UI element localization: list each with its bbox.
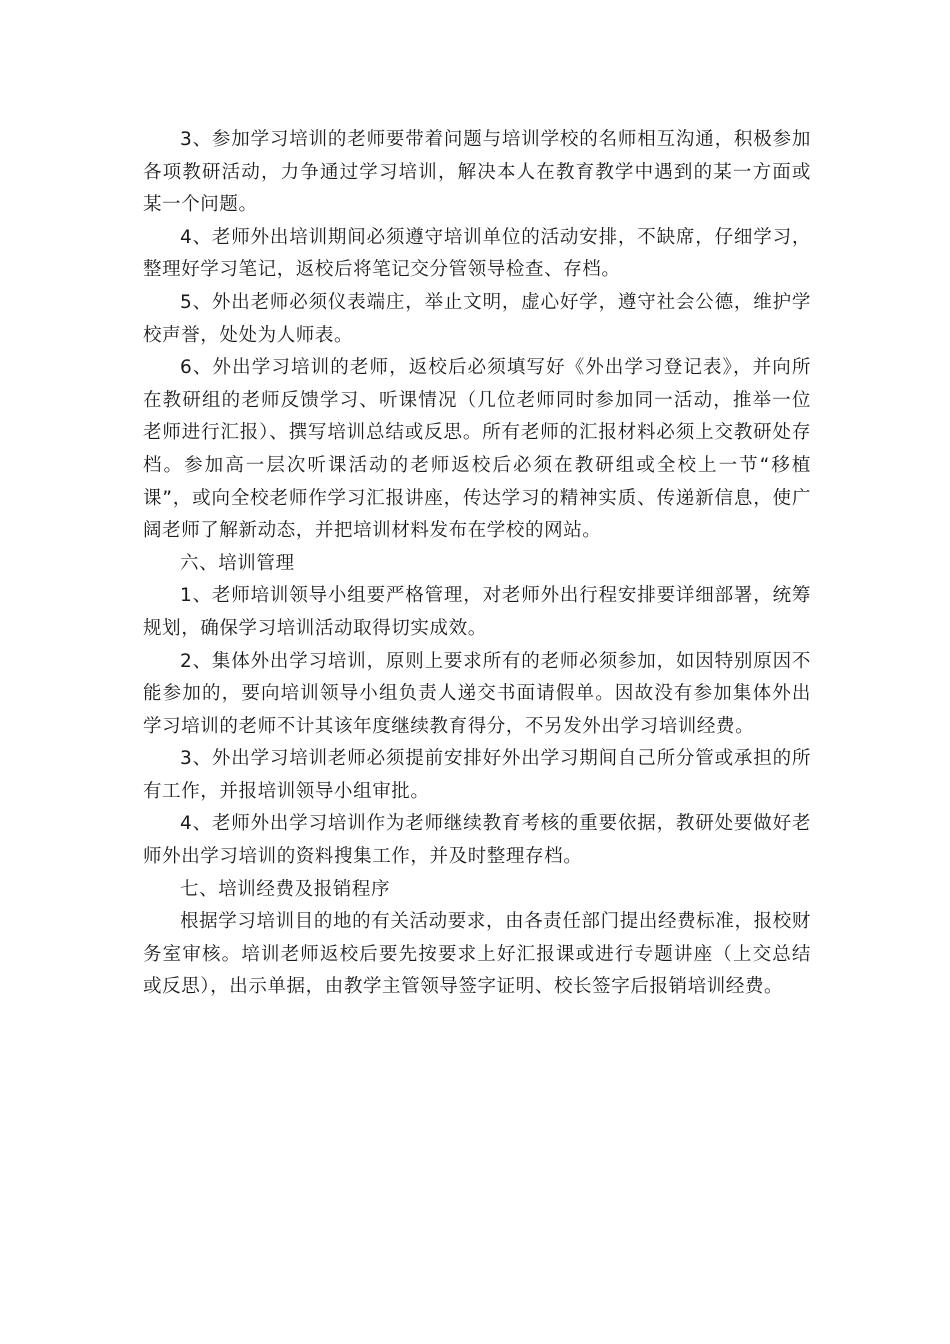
para-item-5-conduct: 5、外出老师必须仪表端庄，举止文明，虚心好学，遵守社会公德，维护学校声誉，处处为人师表。: [143, 291, 811, 346]
para-item-4-attendance-notes: 4、老师外出培训期间必须遵守培训单位的活动安排，不缺席，仔细学习，整理好学习笔记，返校后将笔记交分管领导检查、存档。: [143, 226, 811, 281]
document-body: [143, 124, 811, 1004]
para-item-6-report-registration: 6、外出学习培训的老师，返校后必须填写好《外出学习登记表》，并向所在教研组的老师反馈学习、听课情况（几位老师同时参加同一活动，推举一位老师进行汇报）、撰写培训总结或反思。所有老师的汇报材料必须上交教研处存档。参加高一层次听课活动的老师返校后必须在教研组或全校上一节“移植课”，或向全校老师作学习汇报讲座，传达学习的精神实质、传递新信息，使广阔老师了解新动态，并把培训材料发布在学校的网站。: [143, 357, 811, 542]
para-item-3-problem-communication: 3、参加学习培训的老师要带着问题与培训学校的名师相互沟通，积极参加各项教研活动，力争通过学习培训，解决本人在教育教学中遇到的某一方面或某一个问题。: [143, 129, 811, 216]
para-mgmt-1-leadership: 1、老师培训领导小组要严格管理，对老师外出行程安排要详细部署，统筹规划，确保学习培训活动取得切实成效。: [143, 585, 811, 639]
section-heading-funding-reimbursement: 七、培训经费及报销程序: [180, 878, 391, 900]
section-heading-training-management: 六、培训管理: [180, 552, 295, 574]
para-funding-procedure: 根据学习培训目的地的有关活动要求，由各责任部门提出经费标准，报校财务室审核。培训老师返校后要先按要求上好汇报课或进行专题讲座（上交总结或反思），出示单据，由教学主管领导签字证明、校长签字后报销培训经费。: [143, 911, 811, 998]
para-mgmt-3-work-arrangement: 3、外出学习培训老师必须提前安排好外出学习期间自己所分管或承担的所有工作，并报培训领导小组审批。: [143, 748, 811, 802]
para-mgmt-4-assessment-archive: 4、老师外出学习培训作为老师继续教育考核的重要依据，教研处要做好老师外出学习培训的资料搜集工作，并及时整理存档。: [143, 813, 811, 868]
para-mgmt-2-group-training: 2、集体外出学习培训，原则上要求所有的老师必须参加，如因特别原因不能参加的，要向培训领导小组负责人递交书面请假单。因故没有参加集体外出学习培训的老师不计其该年度继续教育得分，不另发外出学习培训经费。: [143, 650, 811, 737]
